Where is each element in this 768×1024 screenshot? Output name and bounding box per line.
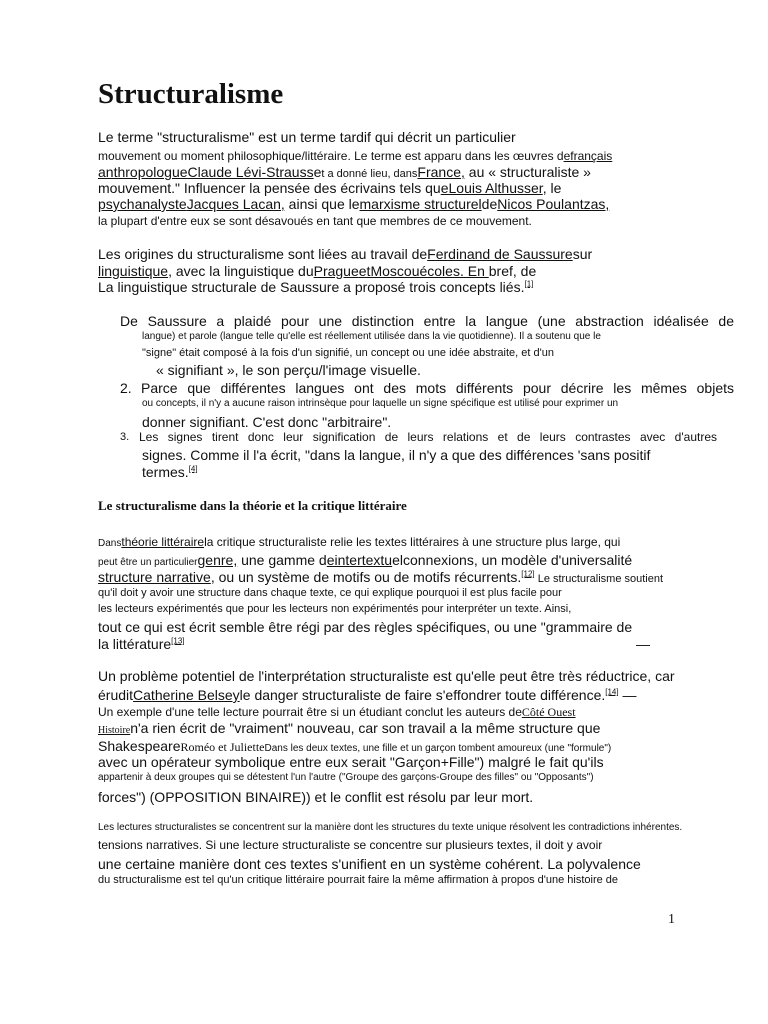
p3-line-1: Dansthéorie littérairela critique structuraliste relie les textes littéraires à une structure plus large, qui	[98, 535, 621, 549]
link-romeo-et-juliette[interactable]: Roméo et Juliette	[180, 740, 265, 754]
p1-line-2: mouvement ou moment philosophique/littéraire. Le terme est apparu dans les œuvres defrançais	[98, 149, 613, 163]
link-marxisme-structurel[interactable]: marxisme structurel	[359, 196, 482, 212]
page-number: 1	[668, 912, 675, 927]
citation-1[interactable]: [1]	[524, 279, 534, 289]
link-france[interactable]: France,	[417, 164, 465, 180]
link-structure-narrative[interactable]: structure narrative	[98, 569, 211, 585]
section-heading: Le structuralisme dans la théorie et la critique littéraire	[98, 498, 407, 513]
p1-line-4: mouvement." Influencer la pensée des écrivains tels queLouis Althusser, le	[98, 180, 562, 196]
page-title: Structuralisme	[98, 78, 284, 110]
link-histoire[interactable]: Histoire	[98, 725, 131, 736]
citation-4[interactable]: [4]	[188, 464, 198, 474]
link-moscou[interactable]: Moscou	[370, 263, 420, 279]
list-item-1-line-1: De Saussure a plaidé pour une distinction entre la langue (une abstraction idéalisée de	[120, 313, 734, 329]
link-et[interactable]: et	[358, 263, 371, 279]
p5-line-3: une certaine manière dont ces textes s'unifient en un système cohérent. La polyvalence	[98, 856, 641, 872]
link-anthropologue[interactable]: anthropologue	[98, 164, 188, 180]
list-item-1-line-2: langue) et parole (langue telle qu'elle est réellement utilisée dans la vie quotidienne). Il a soutenu que le	[142, 331, 601, 342]
p4-line-8: forces") (OPPOSITION BINAIRE)) et le conflit est résolu par leur mort.	[98, 789, 534, 805]
list-item-3-line-1: Les signes tirent donc leur signification de leurs relations et de leurs contrastes avec d'autres	[139, 430, 717, 444]
p3-dash: —	[636, 636, 650, 652]
link-louis-althusser[interactable]: eLouis Althusser	[440, 180, 543, 196]
p3-line-2: peut être un particuliergenre, une gamme deintertextuelconnexions, un modèle d'universalité	[98, 552, 633, 568]
list-item-2-number: 2.	[120, 380, 132, 396]
p3-line-4: qu'il doit y avoir une structure dans chaque texte, ce qui explique pourquoi il est plus facile pour	[98, 587, 562, 599]
link-jacques-lacan[interactable]: Jacques Lacan,	[186, 196, 285, 212]
p5-line-1: Les lectures structuralistes se concentrent sur la manière dont les structures du texte unique résolvent les contradictions inhérentes.	[98, 822, 683, 833]
list-item-2-line-1: Parce que différentes langues ont des mots différents pour décrire les mêmes objets	[141, 380, 734, 396]
link-linguistique[interactable]: linguistique	[98, 263, 169, 279]
link-theorie-litteraire[interactable]: théorie littéraire	[121, 535, 205, 549]
p1-line-3: anthropologueClaude Lévi-Strausset a donné lieu, dansFrance, au « structuraliste »	[98, 164, 591, 180]
list-item-3-line-2: signes. Comme il l'a écrit, "dans la langue, il n'y a que des différences 'sans positif	[142, 447, 651, 463]
p2-line-1: Les origines du structuralisme sont liées au travail deFerdinand de Saussuresur	[98, 246, 593, 262]
p3-line-7: la littérature[13]	[98, 636, 185, 652]
p5-line-4: du structuralisme est tel qu'un critique littéraire pourrait faire la même affirmation à propos d'une histoire de	[98, 874, 619, 886]
link-francais[interactable]: efrançais	[563, 149, 613, 163]
link-claude-levi-strauss[interactable]: Claude Lévi-Strauss	[187, 164, 314, 180]
link-genre[interactable]: genre,	[197, 552, 238, 568]
p3-line-6: tout ce qui est écrit semble être régi par des règles spécifiques, ou une "grammaire de	[98, 619, 633, 635]
p4-line-4: Histoiren'a rien écrit de "vraiment" nouveau, car son travail a la même structure que	[98, 720, 601, 736]
p1-line-5: psychanalysteJacques Lacan, ainsi que lemarxisme structureldeNicos Poulantzas,	[98, 196, 610, 212]
link-prague[interactable]: Prague	[313, 263, 359, 279]
list-item-1-line-3: "signe" était composé à la fois d'un signifié, un concept ou une idée abstraite, et d'un	[142, 347, 554, 359]
p4-line-5: ShakespeareRoméo et JulietteDans les deux textes, une fille et un garçon tombent amoureux (une "formule")	[98, 738, 612, 754]
p2-line-3: La linguistique structurale de Saussure a proposé trois concepts liés.[1]	[98, 279, 534, 295]
p4-line-3: Un exemple d'une telle lecture pourrait être si un étudiant conclut les auteurs deCôté Ouest	[98, 705, 576, 719]
p4-line-6: avec un opérateur symbolique entre eux serait "Garçon+Fille") malgré le fait qu'ils	[98, 754, 604, 770]
citation-13[interactable]: [13]	[171, 636, 185, 646]
p4-line-1: Un problème potentiel de l'interprétation structuraliste est qu'elle peut être très réductrice, car	[98, 668, 675, 684]
p2-line-2: linguistique, avec la linguistique duPragueetMoscouécoles. En bref, de	[98, 263, 537, 279]
p3-line-5: les lecteurs expérimentés que pour les lecteurs non expérimentés pour interpréter un texte. Ainsi,	[98, 603, 572, 615]
link-ferdinand-de-saussure[interactable]: Ferdinand de Saussure	[427, 246, 573, 262]
link-intertextuel[interactable]: eintertextu	[326, 552, 393, 568]
p4-line-2: éruditCatherine Belseyle danger structuraliste de faire s'effondrer toute différence.[14] —	[98, 687, 637, 703]
p4-line-7: appartenir à deux groupes qui se détestent l'un l'autre ("Groupe des garçons-Groupe des filles" ou "Opposants")	[98, 772, 594, 783]
citation-12[interactable]: [12]	[521, 569, 535, 579]
link-nicos-poulantzas[interactable]: Nicos Poulantzas,	[497, 196, 610, 212]
list-item-3-line-3: termes.[4]	[142, 464, 198, 480]
p1-line-6: la plupart d'entre eux se sont désavoués en tant que membres de ce mouvement.	[98, 214, 532, 228]
list-item-1-line-4: « signifiant », le son perçu/l'image visuelle.	[156, 362, 421, 378]
link-psychanalyste[interactable]: psychanalyste	[98, 196, 187, 212]
link-ecoles[interactable]: écoles. En	[419, 263, 489, 279]
link-catherine-belsey[interactable]: Catherine Belsey	[133, 687, 240, 703]
list-item-2-line-2: ou concepts, il n'y a aucune raison intrinsèque pour laquelle un signe spécifique est utilisé pour exprimer un	[142, 398, 619, 409]
citation-14[interactable]: [14]	[605, 687, 619, 697]
p5-line-2: tensions narratives. Si une lecture structuraliste se concentre sur plusieurs textes, il doit y avoir	[98, 838, 603, 852]
link-cote-ouest[interactable]: Côté Ouest	[521, 705, 576, 719]
list-item-3-number: 3.	[120, 431, 130, 443]
list-item-2-line-3: donner signifiant. C'est donc "arbitraire".	[142, 414, 392, 430]
p3-line-3: structure narrative, ou un système de motifs ou de motifs récurrents.[12] Le structuralisme soutient	[98, 569, 664, 585]
p1-line-1: Le terme "structuralisme" est un terme tardif qui décrit un particulier	[98, 129, 516, 145]
